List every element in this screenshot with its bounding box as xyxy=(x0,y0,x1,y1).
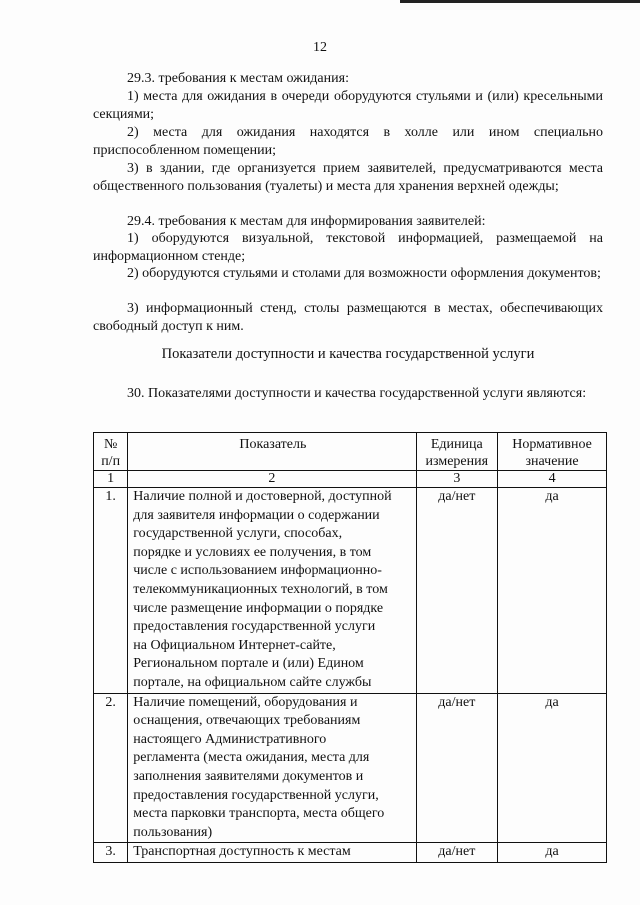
row-unit: да/нет xyxy=(416,843,498,863)
section-heading: Показатели доступности и качества государственной услуги xyxy=(161,346,535,362)
row-norm: да xyxy=(498,843,607,863)
row-unit: да/нет xyxy=(416,488,498,694)
row-norm: да xyxy=(498,693,607,843)
table-row xyxy=(94,843,607,863)
row-indicator: Транспортная доступность к местам xyxy=(128,843,416,863)
page-number: 12 xyxy=(313,40,327,55)
index-cell: 4 xyxy=(498,471,607,488)
header-indicator: Показатель xyxy=(128,433,416,471)
row-number: 1. xyxy=(94,488,128,694)
table-row xyxy=(94,693,607,843)
row-number: 2. xyxy=(94,693,128,843)
row-number: 3. xyxy=(94,843,128,863)
row-indicator: Наличие полной и достоверной, доступной для заявителя информации о содержании государственной услуги, способах, порядке и условиях ее получения, в том числе с использованием информационно- телекоммуникационных технологий, в том числе размещение информации о порядке предоставления государственной услуги на Официальном Интернет-сайте, Региональном портале и (или) Едином портале, на официальном сайте службы xyxy=(128,488,416,694)
paragraph-29-4-item-3: 3) информационный стенд, столы размещаются в местах, обеспечивающих свободный доступ к ним. xyxy=(93,301,603,334)
paragraph-29-4: 29.4. требования к местам для информирования заявителей: xyxy=(127,214,486,229)
table-row xyxy=(94,488,607,694)
paragraph-30: 30. Показателями доступности и качества государственной услуги являются: xyxy=(127,386,587,401)
paragraph-29-3-item-2: 2) места для ожидания находятся в холле или ином специально приспособленном помещении; xyxy=(93,125,603,158)
paragraph-29-3-item-3: 3) в здании, где организуется прием заявителей, предусматриваются места общественного пользования (туалеты) и места для хранения верхней одежды; xyxy=(93,161,603,194)
header-norm: Нормативное значение xyxy=(498,433,607,471)
paragraph-29-3: 29.3. требования к местам ожидания: xyxy=(127,71,349,86)
index-cell: 1 xyxy=(94,471,128,488)
indicators-table xyxy=(93,432,607,863)
table-header-row xyxy=(94,433,607,471)
index-cell: 3 xyxy=(416,471,498,488)
row-indicator: Наличие помещений, оборудования и оснащения, отвечающих требованиям настоящего Административного регламента (места ожидания, места для заполнения заявителями документов и предоставления государственной услуги, места парковки транспорта, места общего пользования) xyxy=(128,693,416,843)
row-norm: да xyxy=(498,488,607,694)
paragraph-29-3-item-1: 1) места для ожидания в очереди оборудуются стульями и (или) кресельными секциями; xyxy=(93,89,603,122)
paragraph-29-4-item-2: 2) оборудуются стульями и столами для возможности оформления документов; xyxy=(127,266,601,281)
paragraph-29-4-item-1: 1) оборудуются визуальной, текстовой информацией, размещаемой на информационном стенде; xyxy=(93,231,603,264)
header-unit: Единица измерения xyxy=(416,433,498,471)
row-unit: да/нет xyxy=(416,693,498,843)
table-index-row xyxy=(94,471,607,488)
top-rule xyxy=(400,0,640,3)
header-num: № п/п xyxy=(94,433,128,471)
index-cell: 2 xyxy=(128,471,416,488)
